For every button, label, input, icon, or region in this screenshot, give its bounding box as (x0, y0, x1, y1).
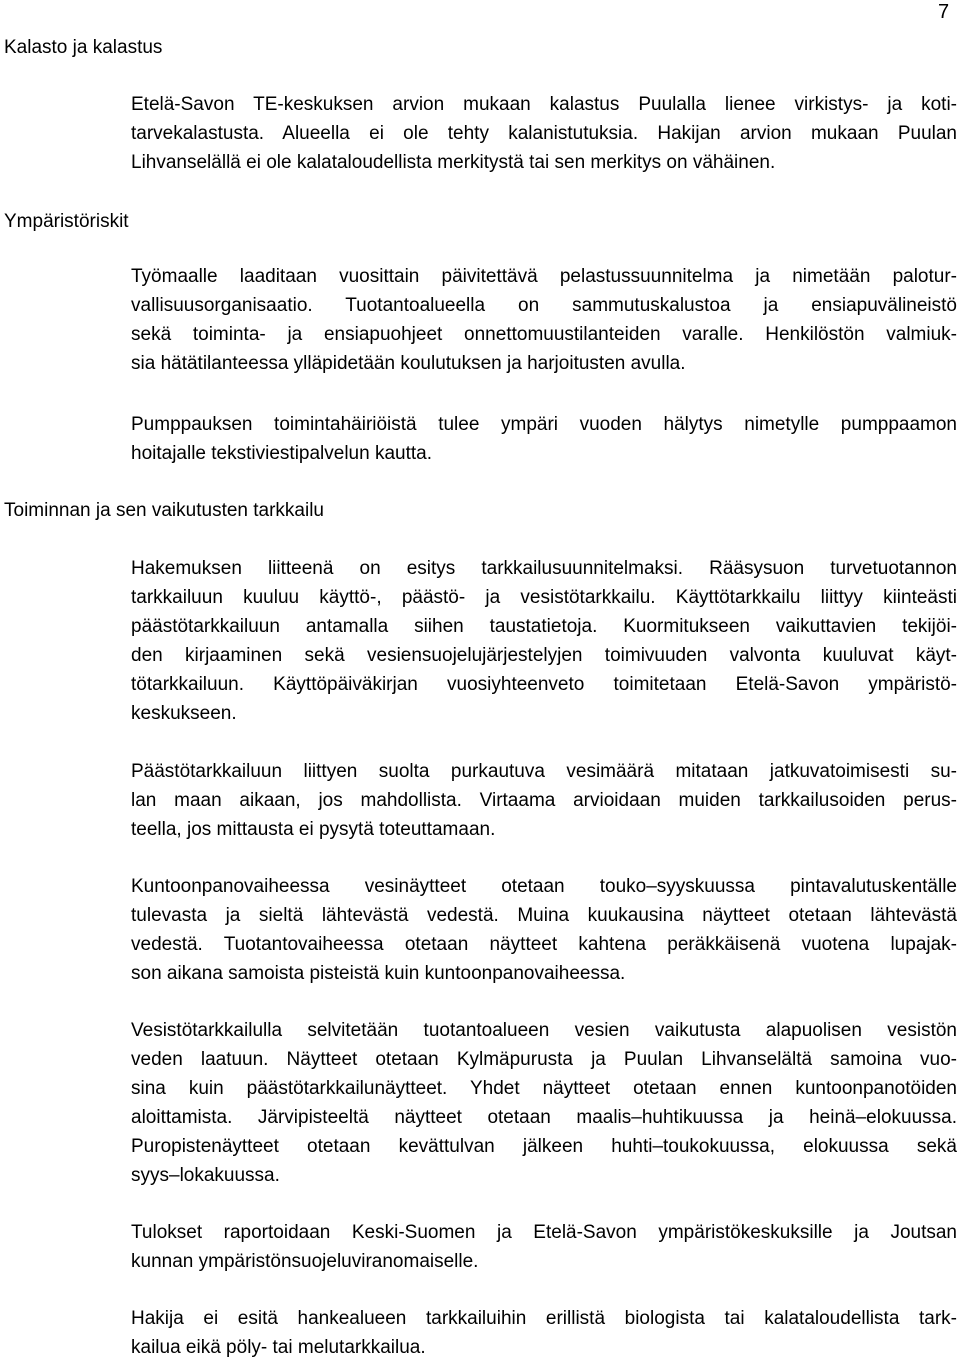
text-line: vallisuusorganisaatio. Tuotantoalueella on sammutuskalustoa ja ensiapuvälineistö (131, 295, 957, 316)
text-line: Työmaalle laaditaan vuosittain päivitettävä pelastussuunnitelma ja nimetään palotur- (131, 266, 957, 287)
paragraph-ymparistoriskit-2 (131, 410, 957, 468)
text-line: syys–lokakuussa. (131, 1165, 280, 1186)
text-line: tötarkkailuun. Käyttöpäiväkirjan vuosiyhteenveto toimitetaan Etelä-Savon ympäristö- (131, 674, 957, 695)
paragraph-tarkkailu-1 (131, 554, 957, 728)
text-line: tarkkailuun kuuluu käyttö-, päästö- ja vesistötarkkailu. Käyttötarkkailu liittyy kiinteästi (131, 587, 957, 608)
paragraph-tarkkailu-5 (131, 1218, 957, 1276)
paragraph-tarkkailu-3 (131, 872, 957, 988)
paragraph-tarkkailu-2 (131, 757, 957, 844)
text-line: son aikana samoista pisteistä kuin kuntoonpanovaiheessa. (131, 963, 626, 984)
text-line: hoitajalle tekstiviestipalvelun kautta. (131, 443, 433, 464)
text-line: lan maan aikaan, jos mahdollista. Virtaama arvioidaan muiden tarkkailusoiden perus- (131, 790, 957, 811)
text-line: sekä toiminta- ja ensiapuohjeet onnettomuustilanteiden varalle. Henkilöstön valmiuk- (131, 324, 957, 345)
text-line: den kirjaaminen sekä vesiensuojelujärjestelyjen toimivuuden valvonta kuuluvat käyt- (131, 645, 957, 666)
text-line: Päästötarkkailuun liittyen suolta purkautuva vesimäärä mitataan jatkuvatoimisesti su- (131, 761, 957, 782)
text-line: veden laatuun. Näytteet otetaan Kylmäpurusta ja Puulan Lihvanselältä samoina vuo- (131, 1049, 957, 1070)
heading-kalasto: Kalasto ja kalastus (4, 37, 163, 58)
text-line: aloittamista. Järvipisteeltä näytteet otetaan maalis–huhtikuussa ja heinä–elokuussa. (131, 1107, 957, 1128)
text-line: keskukseen. (131, 703, 237, 724)
text-line: päästötarkkailuun antamalla siihen taustatietoja. Kuormitukseen vaikuttavien tekijöi- (131, 616, 957, 637)
heading-tarkkailu: Toiminnan ja sen vaikutusten tarkkailu (4, 500, 325, 521)
text-line: teella, jos mittausta ei pysytä toteuttamaan. (131, 819, 496, 840)
text-line: Vesistötarkkailulla selvitetään tuotantoalueen vesien vaikutusta alapuolisen vesistön (131, 1020, 957, 1041)
text-line: tulevasta ja sieltä lähtevästä vedestä. Muina kuukausina näytteet otetaan lähtevästä (131, 905, 957, 926)
text-line: Tulokset raportoidaan Keski-Suomen ja Etelä-Savon ympäristökeskuksille ja Joutsan (131, 1222, 957, 1243)
text-line: vedestä. Tuotantovaiheessa otetaan näytteet kahtena peräkkäisenä vuotena lupajak- (131, 934, 957, 955)
text-line: kunnan ympäristönsuojeluviranomaiselle. (131, 1251, 479, 1272)
text-line: Hakija ei esitä hankealueen tarkkailuihin erillistä biologista tai kalataloudellista tark- (131, 1308, 957, 1329)
paragraph-tarkkailu-6 (131, 1304, 957, 1362)
text-line: sia hätätilanteessa ylläpidetään koulutuksen ja harjoitusten avulla. (131, 353, 686, 374)
text-line: Hakemuksen liitteenä on esitys tarkkailusuunnitelmaksi. Rääsysuon turvetuotannon (131, 558, 957, 579)
text-line: tarvekalastusta. Alueella ei ole tehty kalanistutuksia. Hakijan arvion mukaan Puulan (131, 123, 957, 144)
text-line: Etelä-Savon TE-keskuksen arvion mukaan kalastus Puulalla lienee virkistys- ja koti- (131, 94, 957, 115)
text-line: Lihvanselällä ei ole kalataloudellista merkitystä tai sen merkitys on vähäinen. (131, 152, 776, 173)
text-line: kailua eikä pöly- tai melutarkkailua. (131, 1337, 426, 1358)
page-number: 7 (938, 1, 950, 23)
text-line: Pumppauksen toimintahäiriöistä tulee ympäri vuoden hälytys nimetylle pumppaamon (131, 414, 957, 435)
text-line: Puropistenäytteet otetaan kevättulvan jälkeen huhti–toukokuussa, elokuussa sekä (131, 1136, 957, 1157)
paragraph-ymparistoriskit-1 (131, 262, 957, 378)
paragraph-tarkkailu-4 (131, 1016, 957, 1190)
text-line: Kuntoonpanovaiheessa vesinäytteet otetaan touko–syyskuussa pintavalutuskentälle (131, 876, 957, 897)
heading-ymparistoriskit: Ympäristöriskit (4, 211, 129, 232)
paragraph-kalasto (131, 90, 957, 177)
text-line: sina kuin päästötarkkailunäytteet. Yhdet näytteet otetaan ennen kuntoonpanotöiden (131, 1078, 957, 1099)
